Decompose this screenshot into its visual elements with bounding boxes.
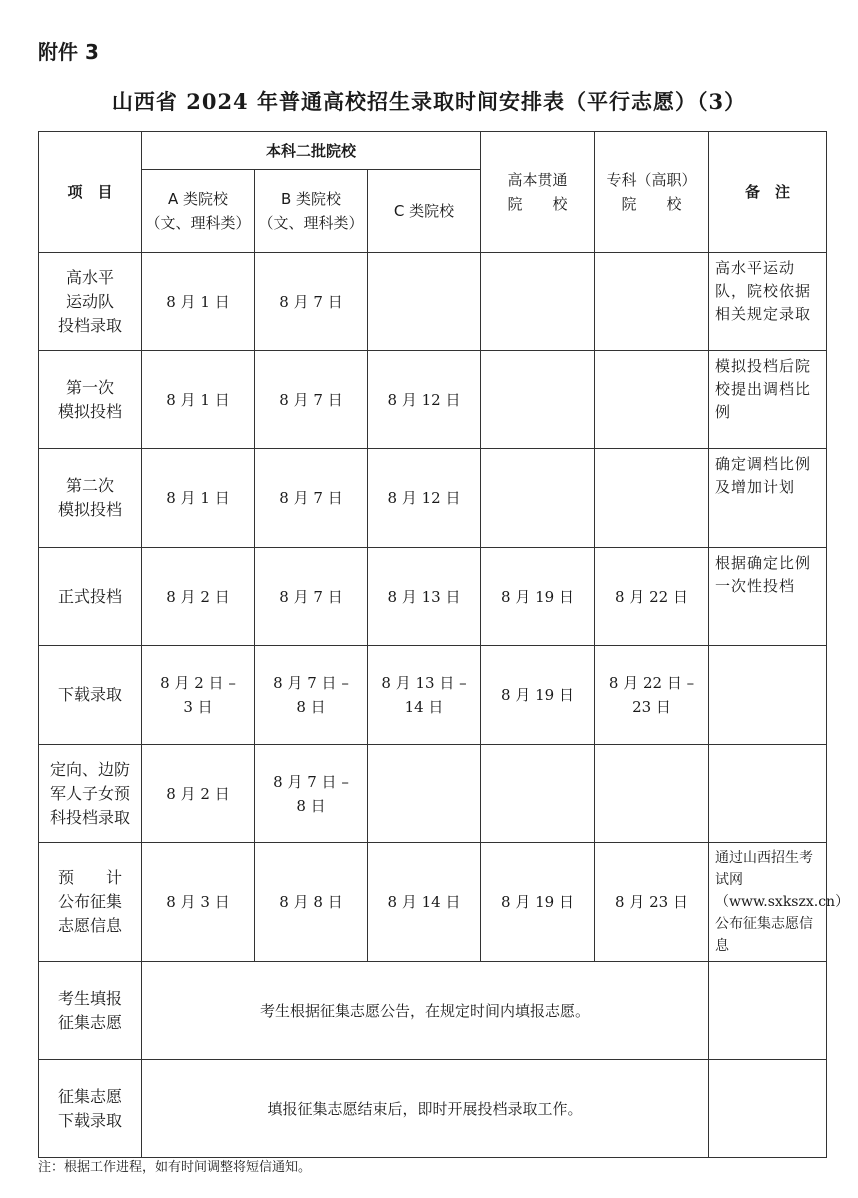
cell-a: 8 月 2 日 [142,745,255,843]
row-item: 预 计 公布征集 志愿信息 [39,843,142,962]
table-row [39,548,827,646]
cell-c: 8 月 13 日 [368,548,481,646]
cell-a: 8 月 2 日 [142,548,255,646]
row-item: 第二次 模拟投档 [39,449,142,548]
cell-a: 8 月 1 日 [142,253,255,351]
cell-zk [595,253,709,351]
cell-note [709,1060,827,1158]
cell-c [368,253,481,351]
header-c-class: C 类院校 [368,170,481,253]
cell-a: 8 月 1 日 [142,351,255,449]
cell-gb: 8 月 19 日 [481,843,595,962]
table-row [39,962,827,1060]
table-row [39,745,827,843]
cell-zk: 8 月 22 日 – 23 日 [595,646,709,745]
cell-note: 根据确定比例一次性投档 [709,548,827,646]
cell-note: 高水平运动队，院校依据相关规定录取 [709,253,827,351]
header-a-class: A 类院校 （文、理科类） [142,170,255,253]
cell-gb [481,351,595,449]
cell-a: 8 月 1 日 [142,449,255,548]
cell-b: 8 月 7 日 – 8 日 [255,646,368,745]
cell-note [709,646,827,745]
row-item: 考生填报 征集志愿 [39,962,142,1060]
cell-c: 8 月 12 日 [368,449,481,548]
header-b-class: B 类院校 （文、理科类） [255,170,368,253]
cell-a: 8 月 2 日 – 3 日 [142,646,255,745]
header-item: 项 目 [39,132,142,253]
row-item: 定向、边防 军人子女预 科投档录取 [39,745,142,843]
cell-merged-text: 填报征集志愿结束后，即时开展投档录取工作。 [142,1060,709,1158]
cell-gb [481,253,595,351]
cell-note: 确定调档比例及增加计划 [709,449,827,548]
cell-c [368,745,481,843]
cell-gb [481,449,595,548]
page-title: 山西省 2024 年普通高校招生录取时间安排表（平行志愿）（3） [111,89,747,114]
row-item: 高水平 运动队 投档录取 [39,253,142,351]
table-row [39,351,827,449]
row-item: 征集志愿 下载录取 [39,1060,142,1158]
row-item: 第一次 模拟投档 [39,351,142,449]
cell-a: 8 月 3 日 [142,843,255,962]
cell-b: 8 月 7 日 [255,351,368,449]
cell-b: 8 月 8 日 [255,843,368,962]
footnote: 注：根据工作进程，如有时间调整将短信通知。 [38,1160,312,1175]
cell-zk [595,745,709,843]
header-gaobenguantong: 高本贯通 院 校 [481,132,595,253]
cell-note: 模拟投档后院校提出调档比例 [709,351,827,449]
cell-note [709,962,827,1060]
table-row [39,449,827,548]
table-row [39,1060,827,1158]
cell-c: 8 月 12 日 [368,351,481,449]
cell-gb [481,745,595,843]
cell-c: 8 月 14 日 [368,843,481,962]
cell-zk: 8 月 22 日 [595,548,709,646]
cell-zk [595,449,709,548]
header-zhuanke: 专科（高职） 院 校 [595,132,709,253]
cell-b: 8 月 7 日 [255,253,368,351]
cell-note [709,745,827,843]
cell-merged-text: 考生根据征集志愿公告，在规定时间内填报志愿。 [142,962,709,1060]
table-row [39,646,827,745]
cell-gb: 8 月 19 日 [481,646,595,745]
cell-zk: 8 月 23 日 [595,843,709,962]
row-item: 正式投档 [39,548,142,646]
cell-b: 8 月 7 日 [255,548,368,646]
cell-c: 8 月 13 日 – 14 日 [368,646,481,745]
header-remark: 备 注 [709,132,827,253]
header-group: 本科二批院校 [142,132,481,170]
cell-gb: 8 月 19 日 [481,548,595,646]
cell-zk [595,351,709,449]
schedule-table [38,131,850,1158]
cell-note: 通过山西招生考试网（www.sxkszx.cn）公布征集志愿信息 [709,843,827,962]
row-item: 下载录取 [39,646,142,745]
cell-b: 8 月 7 日 – 8 日 [255,745,368,843]
table-row [39,843,827,962]
cell-b: 8 月 7 日 [255,449,368,548]
table-row [39,253,827,351]
attachment-label: 附件 3 [38,40,99,64]
